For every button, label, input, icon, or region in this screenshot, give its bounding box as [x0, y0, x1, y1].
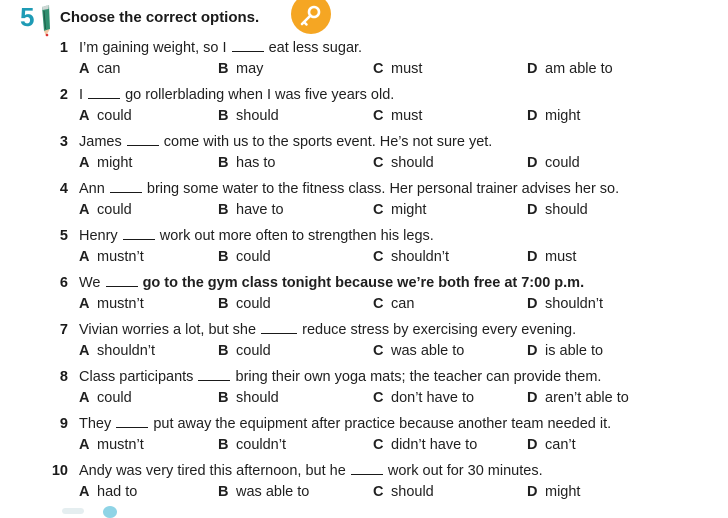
answer-blank	[88, 85, 120, 99]
question-text: Class participants bring their own yoga mats; the teacher can provide them.	[79, 369, 602, 385]
option-b[interactable]: B could	[218, 296, 271, 312]
answer-blank	[116, 414, 148, 428]
question-number: 5	[59, 228, 68, 244]
options-row	[0, 106, 728, 126]
option-a[interactable]: A mustn’t	[79, 296, 144, 312]
option-b[interactable]: B couldn’t	[218, 437, 286, 453]
option-a[interactable]: A could	[79, 202, 132, 218]
question-item	[0, 179, 728, 225]
option-c[interactable]: C shouldn’t	[373, 249, 450, 265]
question-number: 4	[59, 181, 68, 197]
option-d[interactable]: D aren’t able to	[527, 390, 629, 406]
option-a[interactable]: A mustn’t	[79, 249, 144, 265]
option-b[interactable]: B could	[218, 343, 271, 359]
key-icon[interactable]	[291, 0, 331, 34]
answer-blank	[110, 179, 142, 193]
question-text: I’m gaining weight, so I eat less sugar.	[79, 40, 363, 56]
option-c[interactable]: C can	[373, 296, 415, 312]
question-item	[0, 273, 728, 319]
option-b[interactable]: B was able to	[218, 484, 310, 500]
question-number: 2	[59, 87, 68, 103]
option-b[interactable]: B should	[218, 108, 279, 124]
question-number: 7	[59, 322, 68, 338]
question-text: I go rollerblading when I was five years old.	[79, 87, 395, 103]
question-item	[0, 38, 728, 84]
option-d[interactable]: D could	[527, 155, 580, 171]
question-number: 1	[59, 40, 68, 56]
option-c[interactable]: C should	[373, 155, 434, 171]
answer-blank	[198, 367, 230, 381]
question-text: Ann bring some water to the fitness class. Her personal trainer advises her so.	[79, 181, 620, 197]
question-number: 3	[59, 134, 68, 150]
question-text: They put away the equipment after practice because another team needed it.	[79, 416, 612, 432]
question-text: Henry work out more often to strengthen his legs.	[79, 228, 434, 244]
question-item	[0, 367, 728, 413]
options-row	[0, 435, 728, 455]
question-text: We go to the gym class tonight because we’re both free at 7:00 p.m.	[79, 275, 585, 291]
option-c[interactable]: C might	[373, 202, 427, 218]
option-a[interactable]: A mustn’t	[79, 437, 144, 453]
option-d[interactable]: D shouldn’t	[527, 296, 604, 312]
options-row	[0, 341, 728, 361]
option-a[interactable]: A could	[79, 108, 132, 124]
next-section-decoration	[62, 508, 84, 514]
option-c[interactable]: C must	[373, 108, 423, 124]
options-row	[0, 200, 728, 220]
question-item	[0, 132, 728, 178]
option-a[interactable]: A had to	[79, 484, 138, 500]
answer-blank	[123, 226, 155, 240]
options-row	[0, 482, 728, 502]
answer-blank	[106, 273, 138, 287]
option-a[interactable]: A can	[79, 61, 121, 77]
question-number: 10	[51, 463, 68, 479]
options-row	[0, 294, 728, 314]
options-row	[0, 247, 728, 267]
option-c[interactable]: C was able to	[373, 343, 465, 359]
question-text: Andy was very tired this afternoon, but he work out for 30 minutes.	[79, 463, 543, 479]
next-section-icon	[103, 506, 117, 518]
answer-blank	[127, 132, 159, 146]
option-b[interactable]: B could	[218, 249, 271, 265]
answer-blank	[261, 320, 297, 334]
question-item	[0, 414, 728, 460]
question-number: 6	[59, 275, 68, 291]
option-d[interactable]: D is able to	[527, 343, 604, 359]
option-d[interactable]: D can’t	[527, 437, 576, 453]
option-b[interactable]: B have to	[218, 202, 284, 218]
options-row	[0, 59, 728, 79]
question-number: 9	[59, 416, 68, 432]
option-d[interactable]: D am able to	[527, 61, 613, 77]
option-b[interactable]: B should	[218, 390, 279, 406]
question-number: 8	[59, 369, 68, 385]
answer-blank	[232, 38, 264, 52]
question-item	[0, 461, 728, 507]
options-row	[0, 153, 728, 173]
option-c[interactable]: C should	[373, 484, 434, 500]
option-d[interactable]: D must	[527, 249, 577, 265]
question-item	[0, 226, 728, 272]
pencil-icon	[38, 3, 52, 37]
option-d[interactable]: D might	[527, 484, 581, 500]
exercise-instruction: Choose the correct options.	[60, 9, 260, 26]
options-row	[0, 388, 728, 408]
option-c[interactable]: C must	[373, 61, 423, 77]
question-item	[0, 85, 728, 131]
option-c[interactable]: C don’t have to	[373, 390, 475, 406]
option-d[interactable]: D should	[527, 202, 588, 218]
answer-blank	[351, 461, 383, 475]
question-text: Vivian worries a lot, but she reduce stress by exercising every evening.	[79, 322, 577, 338]
option-c[interactable]: C didn’t have to	[373, 437, 478, 453]
option-a[interactable]: A shouldn’t	[79, 343, 156, 359]
exercise-header	[0, 0, 728, 38]
question-text: James come with us to the sports event. He’s not sure yet.	[79, 134, 493, 150]
option-d[interactable]: D might	[527, 108, 581, 124]
option-a[interactable]: A could	[79, 390, 132, 406]
exercise-number: 5	[20, 2, 35, 32]
option-a[interactable]: A might	[79, 155, 133, 171]
option-b[interactable]: B may	[218, 61, 264, 77]
option-b[interactable]: B has to	[218, 155, 276, 171]
question-item	[0, 320, 728, 366]
